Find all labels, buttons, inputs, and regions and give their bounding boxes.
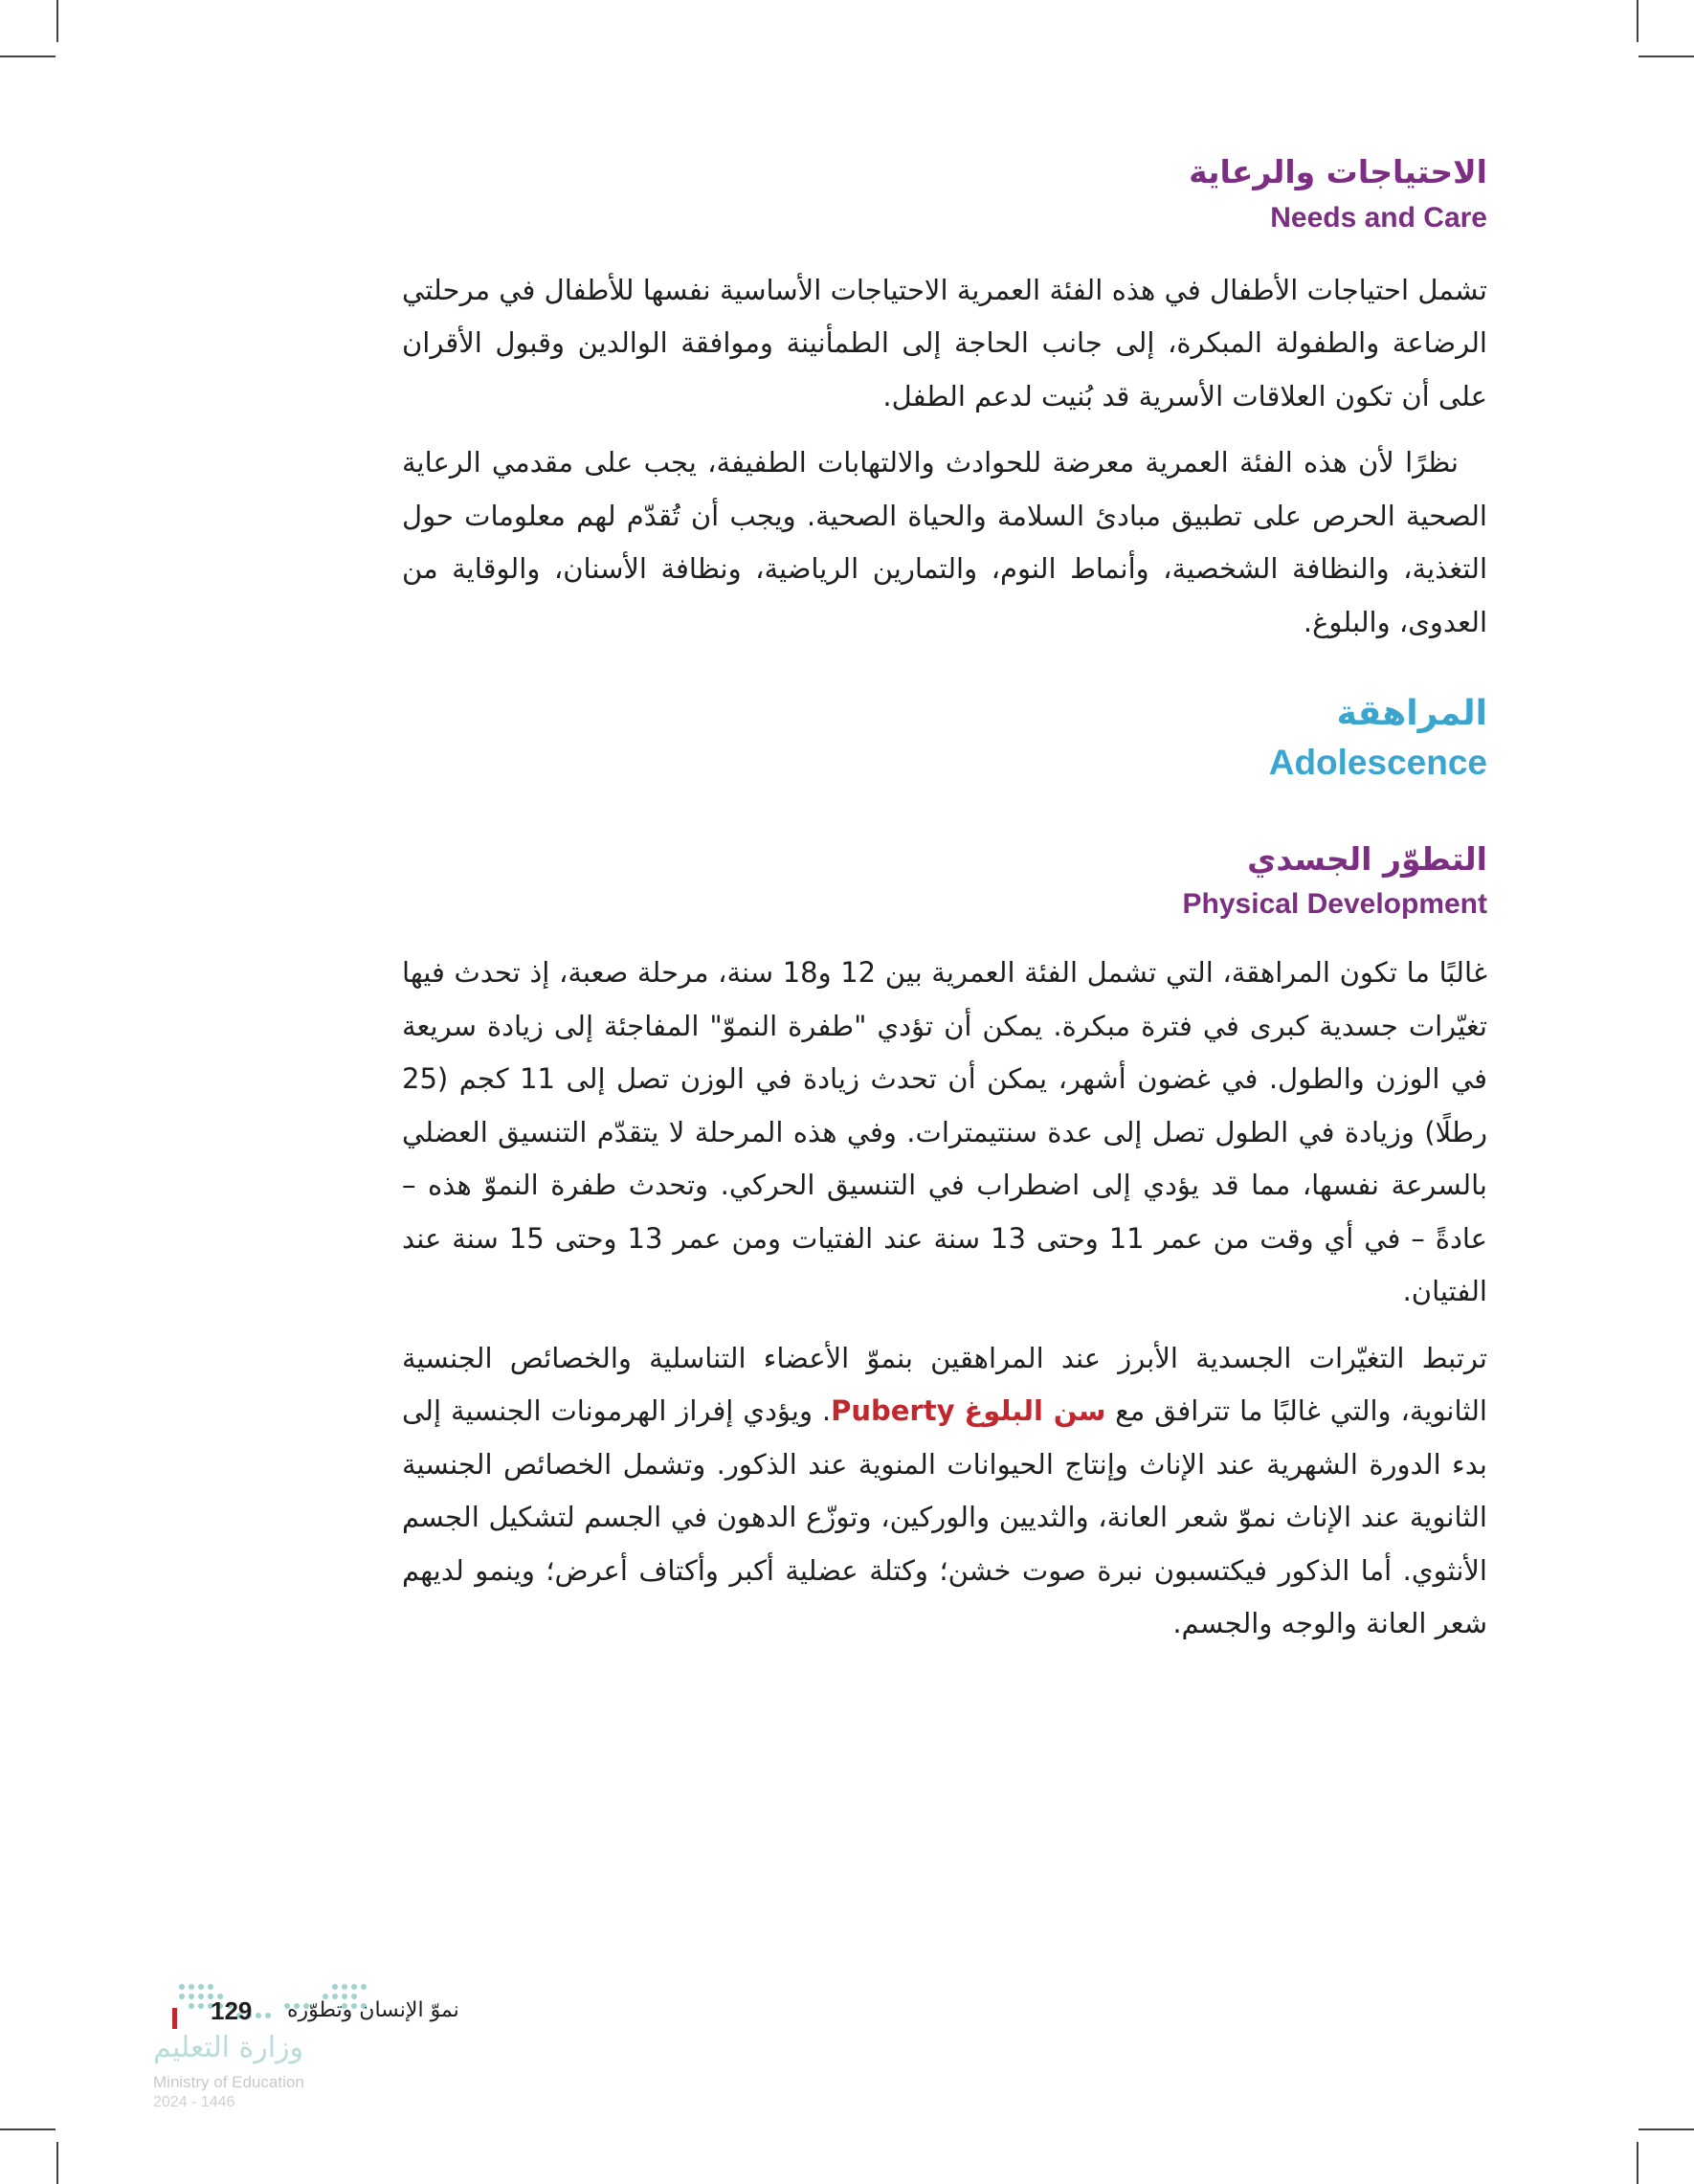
page-number: 129 [211, 1996, 253, 2025]
section-physical-development [402, 840, 1487, 1651]
section-title-en: Needs and Care [1270, 201, 1487, 234]
book-title: نموّ الإنسان وتطوّره [287, 1998, 459, 2022]
crop-mark [0, 2128, 56, 2130]
page-marker [172, 2008, 177, 2029]
ministry-name-en: Ministry of Education [153, 2073, 304, 2091]
paragraph: غالبًا ما تكون المراهقة، التي تشمل الفئة العمرية بين 12 و18 سنة، مرحلة صعبة، إذ تحدث فيها تغيّرات جسدية كبرى في فترة مبكرة. يمكن أن تؤدي "طفرة النموّ" المفاجئة إلى زيادة سريعة في الوزن والطول. في غضون أشهر، يمكن أن تحدث زيادة في الوزن تصل إلى 11 كجم (25 رطلًا) وزيادة في الطول تصل إلى عدة سنتيمترات. وفي هذه المرحلة لا يتقدّم التنسيق العضلي بالسرعة نفسها، مما قد يؤدي إلى اضطراب في التنسيق الحركي. وتحدث طفرة النموّ هذه – عادةً – في أي وقت من عمر 11 وحتى 13 سنة عند الفتيات ومن عمر 13 وحتى 15 سنة عند الفتيان. [402, 956, 1487, 1308]
key-term-en: Puberty [831, 1394, 955, 1428]
crop-mark [1637, 0, 1638, 42]
edition-year: 2024 - 1446 [153, 2094, 235, 2110]
crop-mark [1638, 56, 1694, 57]
crop-mark [56, 2142, 58, 2184]
paragraph-text: ترتبط التغيّرات الجسدية الأبرز عند المراهقين بنموّ الأعضاء التناسلية والخصائص الجنسية الثانوية، والتي غالبًا ما تترافق مع [402, 1341, 1487, 1428]
section-title-en: Adolescence [1268, 743, 1487, 783]
crop-mark [56, 0, 58, 42]
page-footer [144, 1981, 584, 2125]
page-content [402, 153, 1487, 1651]
crop-mark [0, 56, 56, 57]
section-title-ar: المراهقة [1336, 694, 1487, 734]
paragraph: تشمل احتياجات الأطفال في هذه الفئة العمرية الاحتياجات الأساسية نفسها للأطفال في مرحلتي الرضاعة والطفولة المبكرة، إلى جانب الحاجة إلى الطمأنينة وموافقة الوالدين وقبول الأقران على أن تكون العلاقات الأسرية قد بُنيت لدعم الطفل. [402, 273, 1487, 412]
crop-mark [1638, 2128, 1694, 2130]
section-title-ar: الاحتياجات والرعاية [1189, 153, 1487, 190]
crop-mark [1637, 2142, 1638, 2184]
subsection-title-ar: التطوّر الجسدي [1247, 839, 1487, 878]
key-term-ar: سن البلوغ [964, 1394, 1106, 1428]
paragraph: نظرًا لأن هذه الفئة العمرية معرضة للحوادث والالتهابات الطفيفة، يجب على مقدمي الرعاية الصحية الحرص على تطبيق مبادئ السلامة والحياة الصحية. ويجب أن تُقدّم لهم معلومات حول التغذية، والنظافة الشخصية، وأنماط النوم، والتمارين الرياضية، ونظافة الأسنان، والوقاية من العدوى، والبلوغ. [402, 446, 1487, 638]
paragraph [402, 1332, 1487, 1651]
ministry-name-ar: وزارة التعليم [153, 2031, 304, 2064]
subsection-title-en: Physical Development [1182, 888, 1487, 921]
section-adolescence [402, 693, 1487, 785]
paragraph-text: . ويؤدي إفراز الهرمونات الجنسية إلى بدء الدورة الشهرية عند الإناث وإنتاج الحيوانات المنوية عند الذكور. وتشمل الخصائص الجنسية الثانوية عند الإناث نموّ شعر العانة، والثديين والوركين، وتوزّع الدهون في الجسم لتشكيل الجسم الأنثوي. أما الذكور فيكتسبون نبرة صوت خشن؛ وكتلة عضلية أكبر وأكتاف أعرض؛ وينمو لديهم شعر العانة والوجه والجسم. [402, 1394, 1487, 1640]
section-needs-and-care [402, 153, 1487, 649]
